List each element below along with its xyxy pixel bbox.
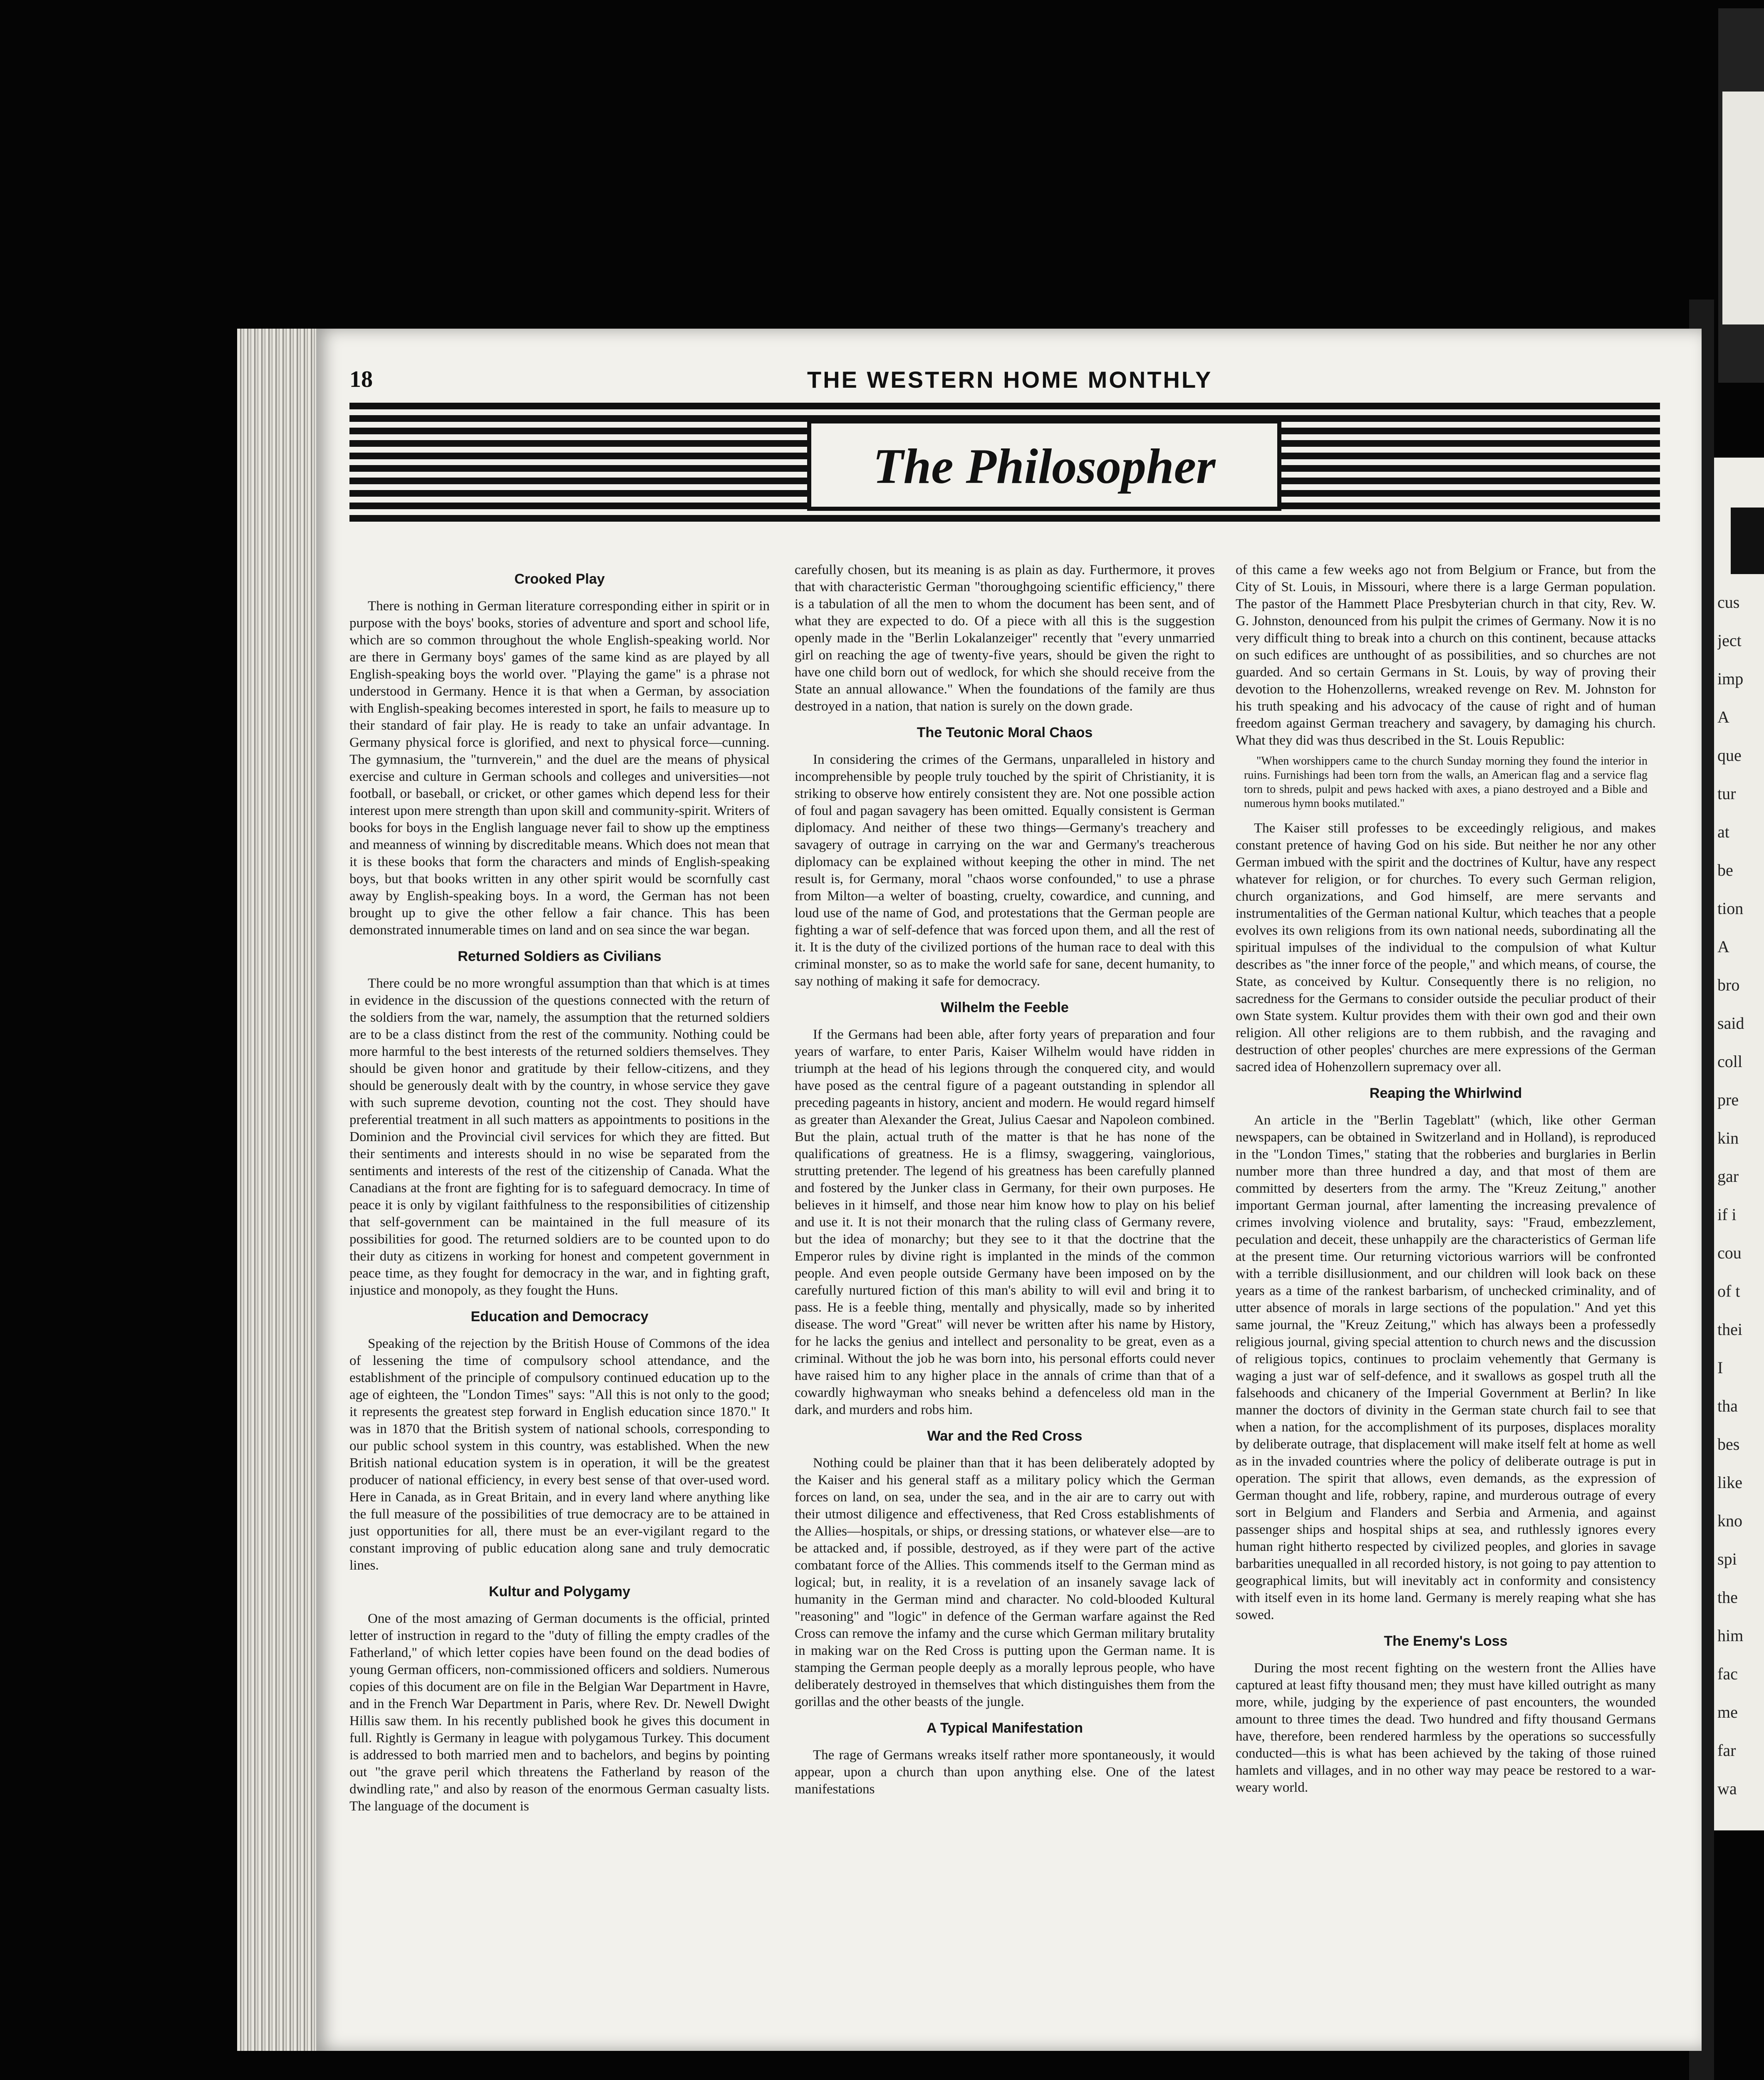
page-header: [316, 366, 1702, 399]
adjacent-page-text-fragment: like: [1717, 1473, 1742, 1492]
adjacent-page-text-fragment: thei: [1717, 1320, 1742, 1339]
adjacent-page-text-fragment: be: [1717, 861, 1733, 879]
quote-st-louis-republic: "When worshippers came to the church Sunday morning they found the interior in ruins. Furnishings had been torn from the walls, an American flag and a service flag torn to shreds, pulpit and pews hacked with axes, a piano destroyed and a Bible and numerous hymn books mutilated.": [1244, 755, 1648, 810]
book-page-edges: [237, 329, 325, 2051]
paragraph-kultur-polygamy: One of the most amazing of German documents is the official, printed letter of instruction in regard to the "duty of filling the empty cradles of the Fatherland," of which letter copies have been found on the dead bodies of young German officers, non-commissioned officers and soldiers. Numerous copies of this document are on file in the Belgian War Department in Havre, and in the French War Department in Paris, where Rev. Dr. Newell Dwight Hillis saw them. In his recently published book he gives this document in full. Rightly is Germany in league with polygamous Turkey. This document is addressed to both married men and to bachelors, and begins by pointing out "the grave peril which threatens the Fatherland by reason of the dwindling rate," and also by reason of the enormous German casualty lists. The language of the document is: [349, 1611, 770, 1814]
page-number: 18: [349, 366, 373, 392]
paragraph-crooked-play: There is nothing in German literature corresponding either in spirit or in purpose with the boys' books, stories of adventure and sport and school life, which are so common throughout the whole English-speaking world. Nor are there in Germany boys' games of the same kind as are played by all English-speaking boys the world over. "Playing the game" is a phrase not understood in Germany. Hence it is that when a German, by association with English-speaking becomes interested in sport, he fails to measure up to their standard of fair play. He is ready to take an unfair advantage. In Germany physical force is glorified, and next to physical force—cunning. The gymnasium, the "turnverein," and the duel are the means of physical exercise and culture in German schools and colleges and universities—not football, or baseball, or cricket, or other games which depend less for their interest upon mere strength than upon skill and community-spirit. Writers of books for boys in the English language never fail to show up the emptiness and meanness of winning by discreditable means. Which does not mean that it is these books that form the characters and minds of English-speaking boys, but that books written in any other spirit would be scornfully cast away by English-speaking boys. In a word, the German has not been brought up to give the other fellow a fair chance. This has been demonstrated innumerable times on land and on sea since the war began.: [349, 599, 770, 938]
paragraph-typical-manifestation: The rage of Germans wreaks itself rather more spontaneously, it would appear, upon a church than upon anything else. One of the latest manifestations: [795, 1748, 1215, 1797]
adjacent-page-text-fragment: him: [1717, 1626, 1744, 1645]
paragraph-reaping-whirlwind: An article in the "Berlin Tageblatt" (which, like other German newspapers, can be obtained in Switzerland and in Holland), is reproduced in the "London Times," stating that the robberies and burglaries in Berlin number more than three hundred a day, and that most of them are committed by deserters from the army. The "Kreuz Zeitung," another important German journal, after lamenting the increasing prevalence of crimes involving violence and brutality, says: "Fraud, embezzlement, peculation and deceit, these unhappily are the characteristics of German life at the present time. Our returning victorious warriors will be confronted with a terrible disillusionment, and our children will look back on these years as a time of the rankest barbarism, of unchecked criminality, and of utter absence of morals in large sections of the population." And yet this same journal, the "Kreuz Zeitung," which has always been a professedly religious journal, giving special attention to church news and the discussion of religious topics, continues to proclaim vehemently that Germany is waging a just war of self-defence, and it swallows as gospel truth all the falsehoods and chicanery of the Imperial Government at Berlin? In like manner the doctors of divinity in the German state church fail to see that when a nation, for the accomplishment of its purposes, displaces morality by deliberate outrage, that displacement will make itself felt at home as well as in the invaded countries where the policy of deliberate outrage is put in operation. The spirit that allows, even demands, as the expression of German thought and life, robbery, rapine, and murderous outrage of every sort in Belgium and Flanders and Serbia and Armenia, and against passenger ships and hospital ships at sea, and ruthlessly ignores every human right hitherto respected by civilized peoples, and glories in savage barbarities unequalled in all recorded history, is not going to pay attention to geographical limits, but will inevitably act in conformity and consistency with itself even in its home land. Germany is merely reaping what she has sowed.: [1236, 1113, 1656, 1622]
article-column-1: [349, 562, 770, 1815]
adjacent-page-text-fragment: I: [1717, 1358, 1723, 1377]
adjacent-page-text-fragment: A: [1717, 937, 1729, 956]
adjacent-page-text-fragment: bro: [1717, 976, 1740, 994]
paragraph-typical-continued: of this came a few weeks ago not from Belgium or France, but from the City of St. Louis, in Missouri, where there is a large German population. The pastor of the Hammett Place Presbyterian church in that city, Rev. W. G. Johnston, denounced from his pulpit the crimes of Germany. Now it is no very difficult thing to break into a church on this continent, because attacks on such edifices are unthought of as possibilities, and so churches are not guarded. And so certain Germans in St. Louis, by way of proving their devotion to the Hohenzollerns, wreaked revenge on Rev. M. Johnston for his truth speaking and his advocacy of the cause of right and of human freedom against German treachery and savagery, by damaging his church. What they did was thus described in the St. Louis Republic:: [1236, 562, 1656, 748]
adjacent-page-text-fragment: fac: [1717, 1664, 1738, 1683]
paragraph-wilhelm-feeble: If the Germans had been able, after forty years of preparation and four years of warfare, to enter Paris, Kaiser Wilhelm would have ridden in triumph at the head of his legions through the conquered city, and would have posed as the central figure of a pageant outstanding in splendor all preceding pageants in history, ancient and modern. He would regard himself as greater than Alexander the Great, Julius Caesar and Napoleon combined. But the plain, actual truth of the matter is that he has none of the qualifications of greatness. He is a flimsy, swaggering, vainglorious, strutting pretender. The legend of his greatness has been carefully planned and fostered by the Junker class in Germany, for their own purposes. He believes in it himself, and those near him know how to play on his belief and use it. It is not their monarch that the ruling class of Germany revere, but the idea of monarchy; but they see to it that the doctrine that the Emperor rules by divine right is implanted in the minds of the common people. And even people outside Germany have been imposed on by the carefully nurtured fiction of this man's ability to will evil and bring it to pass. He is a feeble thing, mentally and physically, made so by inherited disease. The word "Great" will never be written after his name by History, for he lacks the genius and intellect and personality to be great, even as a criminal. Without the job he was born into, his personal efforts could never have raised him to any higher place in the annals of crime than that of a cowardly highwayman who sneaks behind a defenceless old man in the dark, and murders and robs him.: [795, 1027, 1215, 1417]
paragraph-kaiser-religion: The Kaiser still professes to be exceedingly religious, and makes constant pretence of having God on his side. But neither he nor any other German imbued with the spirit and the doctrines of Kultur, have any respect whatever for religion, or for churches. To every such German religion, church organizations, and God himself, are mere servants and instrumentalities of the German national Kultur, which teaches that a people evolves its own religions from its own national needs, subordinating all the spiritual impulses of the individual to the compulsion of what Kultur describes as "the inner force of the people," and which means, of course, the State, as conceived by Kultur. Consequently there is no religion, no sacredness for the Germans to consider outside the peculiar product of their own State system. Kultur provides them with their own god and their own religion. All other religions are to them rubbish, and the ravaging and destruction of other peoples' churches are mere expressions of the German sacred idea of Hohenzollern supremacy over all.: [1236, 821, 1656, 1075]
adjacent-page-text-fragment: ject: [1717, 631, 1742, 650]
drop-cap-fragment: [1731, 508, 1764, 574]
article-column-2: [795, 562, 1215, 1798]
adjacent-page-fragment: [1714, 458, 1764, 1830]
heading-kultur-polygamy: Kultur and Polygamy: [488, 1584, 631, 1600]
adjacent-page-text-fragment: at: [1717, 822, 1729, 841]
adjacent-page-text-fragment: far: [1717, 1741, 1736, 1760]
adjacent-page-text-fragment: of t: [1717, 1282, 1740, 1300]
adjacent-page-text-fragment: spi: [1717, 1550, 1737, 1568]
section-banner: [349, 403, 1660, 527]
heading-crooked-play: Crooked Play: [514, 571, 605, 587]
heading-war-red-cross: War and the Red Cross: [927, 1428, 1083, 1444]
section-title: The Philosopher: [873, 438, 1216, 494]
heading-wilhelm-feeble: Wilhelm the Feeble: [941, 1000, 1069, 1015]
paragraph-enemys-loss: During the most recent fighting on the western front the Allies have captured at least fifty thousand men; they must have killed outright as many more, while, judging by the experience of past encounters, the wounded amount to three times the dead. Two hundred and fifty thousand Germans have, therefore, been rendered harmless by the operations so successfully conducted—this is what has been achieved by the taking of those ruined hamlets and villages, and in no other way may peace be restored to a war-weary world.: [1236, 1661, 1656, 1795]
heading-returned-soldiers: Returned Soldiers as Civilians: [458, 948, 662, 964]
magazine-title: THE WESTERN HOME MONTHLY: [807, 366, 1213, 393]
adjacent-page-text-fragment: tion: [1717, 899, 1744, 918]
adjacent-page-text-fragment: if i: [1717, 1205, 1737, 1224]
adjacent-page-text-fragment: kin: [1717, 1129, 1739, 1147]
adjacent-page-text-fragment: cou: [1717, 1243, 1742, 1262]
adjacent-page-text-fragment: tur: [1717, 784, 1736, 803]
adjacent-page-text-fragment: cus: [1717, 593, 1740, 612]
heading-reaping-whirlwind: Reaping the Whirlwind: [1369, 1085, 1522, 1101]
adjacent-page-text-fragment: kno: [1717, 1511, 1742, 1530]
paragraph-kultur-continued: carefully chosen, but its meaning is as plain as day. Furthermore, it proves that with characteristic German "thoroughgoing scientific efficiency," there is a tabulation of all the men to whom the document has been sent, and of what they are expected to do. Of a piece with all this is the suggestion openly made in the "Berlin Lokalanzeiger" recently that "every unmarried girl on reaching the age of twenty-five years, should be given the right to have one child born out of wedlock, for which she should receive from the State an annual allowance." When the foundations of the family are thus destroyed in a nation, that nation is surely on the down grade.: [795, 562, 1215, 714]
heading-teutonic-moral-chaos: The Teutonic Moral Chaos: [917, 725, 1093, 740]
adjacent-page-text-fragment: the: [1717, 1588, 1738, 1607]
adjacent-page-text-fragment: me: [1717, 1703, 1738, 1721]
banner-title-box: [807, 419, 1281, 511]
adjacent-page-text-fragment: imp: [1717, 669, 1744, 688]
adjacent-page-text-fragment: said: [1717, 1014, 1744, 1033]
adjacent-page-text-fragment: que: [1717, 746, 1742, 765]
heading-enemys-loss: The Enemy's Loss: [1384, 1633, 1508, 1649]
adjacent-page-text-fragment: pre: [1717, 1090, 1739, 1109]
heading-education-democracy: Education and Democracy: [471, 1309, 649, 1325]
adjacent-page-top-edge: [1718, 8, 1764, 383]
heading-typical-manifestation: A Typical Manifestation: [927, 1720, 1083, 1736]
adjacent-page-text-fragment: tha: [1717, 1397, 1738, 1415]
adjacent-page-text-fragment: gar: [1717, 1167, 1739, 1186]
adjacent-page-text-fragment: wa: [1717, 1779, 1737, 1798]
paragraph-teutonic-moral-chaos: In considering the crimes of the Germans, unparalleled in history and incomprehensible by people truly touched by the spirit of Christianity, it is striking to observe how entirely consistent they are. Not one possible action of foul and pagan savagery has been omitted. Equally consistent is German diplomacy. And neither of these two things—Germany's treachery and savagery of outrage in carrying on the war and Germany's treacherous diplomacy can be explained without keeping the other in mind. The net result is, for Germany, moral "chaos worse confounded," to use a phrase from Milton—a welter of boasting, cruelty, cowardice, and cunning, and loud use of the name of God, and protestations that the German people are fighting a war of self-defence that was forced upon them, and all the rest of it. It is the duty of the civilized portions of the human race to deal with this criminal monster, so as to make the world safe for sane, decent humanity, to say nothing of making it safe for democracy.: [795, 752, 1215, 989]
magazine-page: [316, 329, 1702, 2051]
paragraph-returned-soldiers: There could be no more wrongful assumption than that which is at times in evidence in the discussion of the questions connected with the return of the soldiers from the war, namely, the assumption that the returned soldiers are to be a class distinct from the rest of the community. Nothing could be more harmful to the best interests of the returned soldiers themselves. They should be given honor and gratitude by their fellow-citizens, and they should be generously dealt with by the country, in whose service they gave with such supreme devotion, counting not the cost. They should have preferential treatment in all such matters as appointments to positions in the Dominion and the Provincial civil services for which they are fitted. But their sentiments and interests should in no wise be separated from the sentiments and interests of the rest of the citizenship of Canada. What the Canadians at the front are fighting for is to safeguard democracy. In time of peace it is only by vigilant faithfulness to the responsibilities of citizenship that self-government can be maintained in the full measure of its possibilities for good. The returned soldiers are to be counted upon to do their duty as citizens in working for honest and competent government in peace time, as they fought for democracy in the war, and in fighting graft, injustice and monopoly, as they fought the Huns.: [349, 976, 770, 1298]
paragraph-war-red-cross: Nothing could be plainer than that it has been deliberately adopted by the Kaiser and his general staff as a military policy which the German forces on land, on sea, under the sea, and in the air are to carry out with their utmost diligence and effectiveness, that Red Cross establishments of the Allies—hospitals, or ships, or dressing stations, or whatever else—are to be attacked and, if possible, destroyed, as if they were part of the active combatant force of the Allies. This commends itself to the German mind as logical; but, in reality, it is a revelation of an insanely savage lack of humanity in the German mind and character. No cold-blooded Kultural "reasoning" and "logic" in defence of the German warfare against the Red Cross can remove the infamy and the curse which German military brutality in making war on the Red Cross is putting upon the German name. It is stamping the German people deeply as a morally leprous people, who have deliberately destroyed in themselves that which distinguishes them from the gorillas and the other beasts of the jungle.: [795, 1456, 1215, 1709]
article-column-3: [1236, 562, 1656, 1796]
paragraph-education-democracy: Speaking of the rejection by the British House of Commons of the idea of lessening the time of compulsory school attendance, and the establishment of the principle of compulsory continued education up to the age of eighteen, the "London Times" says: "All this is not only to the good; it represents the greatest step forward in English education since 1870." It was in 1870 that the British system of national schools, corresponding to our public school system in this country, was established. When the new British national education system is in operation, it will be the greatest producer of national efficiency, in every best sense of that over-used word. Here in Canada, as in Great Britain, and in every land where anything like the full measure of the possibilities of true democracy are to be attained in just opportunities for all, there must be an ever-vigilant regard to the constant improving of public education along sane and truly democratic lines.: [349, 1336, 770, 1573]
adjacent-page-text-fragment: A: [1717, 708, 1729, 726]
adjacent-page-text-fragment: bes: [1717, 1435, 1740, 1454]
adjacent-page-text-fragment: coll: [1717, 1052, 1742, 1071]
